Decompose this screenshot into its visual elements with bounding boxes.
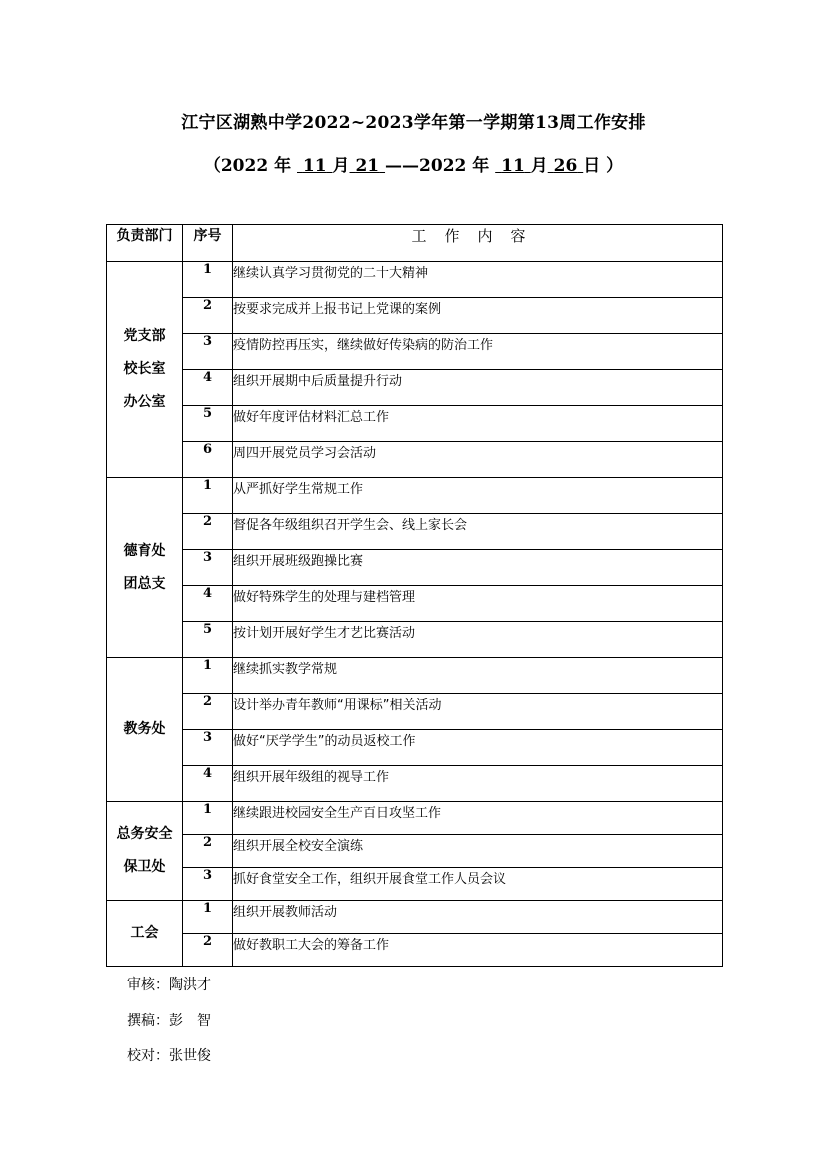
- department-name-line: 保卫处: [123, 859, 166, 875]
- header-content: 工作内容: [233, 225, 723, 262]
- task-description: 组织开展全校安全演练: [233, 835, 723, 868]
- table-row: [107, 835, 723, 868]
- task-description: 按要求完成并上报书记上党课的案例: [233, 298, 723, 334]
- item-number: 5: [183, 622, 233, 658]
- table-row: [107, 934, 723, 967]
- table-row: [107, 766, 723, 802]
- table-row: [107, 622, 723, 658]
- document-title: 江宁区湖熟中学2022~2023学年第一学期第13周工作安排: [181, 113, 646, 133]
- task-description: 抓好食堂安全工作，组织开展食堂工作人员会议: [233, 868, 723, 901]
- table-row: [107, 262, 723, 298]
- department-name-line: 教务处: [123, 721, 166, 737]
- department-name-line: 校长室: [123, 361, 166, 377]
- date-range-close: 日 ）: [583, 156, 624, 176]
- department-cell: [107, 802, 183, 901]
- item-number: 4: [183, 766, 233, 802]
- header-dept: 负责部门: [107, 225, 183, 262]
- department-name-line: 办公室: [123, 394, 166, 410]
- table-header-row: [107, 225, 723, 262]
- proofreader: 校对：张世俊: [127, 1048, 211, 1064]
- table-row: [107, 442, 723, 478]
- task-description: 按计划开展好学生才艺比赛活动: [233, 622, 723, 658]
- table-row: [107, 586, 723, 622]
- table-row: [107, 694, 723, 730]
- item-number: 5: [183, 406, 233, 442]
- table-row: [107, 658, 723, 694]
- item-number: 4: [183, 370, 233, 406]
- month-char-1: 月: [332, 156, 350, 176]
- item-number: 6: [183, 442, 233, 478]
- item-number: 2: [183, 694, 233, 730]
- table-row: [107, 514, 723, 550]
- task-description: 做好年度评估材料汇总工作: [233, 406, 723, 442]
- end-day: 26: [553, 156, 578, 176]
- task-description: 继续认真学习贯彻党的二十大精神: [233, 262, 723, 298]
- department-name-line: 党支部: [123, 328, 166, 344]
- task-description: 疫情防控再压实，继续做好传染病的防治工作: [233, 334, 723, 370]
- date-range: [0, 151, 827, 176]
- item-number: 3: [183, 868, 233, 901]
- table-body: [107, 262, 723, 967]
- month-char-2: 月: [530, 156, 548, 176]
- item-number: 2: [183, 835, 233, 868]
- table-row: [107, 370, 723, 406]
- drafter: 撰稿：彭 智: [127, 1013, 211, 1029]
- department-name-line: 总务安全: [116, 826, 173, 842]
- department-name-line: 团总支: [123, 575, 166, 592]
- task-description: 做好“厌学学生”的动员返校工作: [233, 730, 723, 766]
- header-num: 序号: [183, 225, 233, 262]
- item-number: 2: [183, 298, 233, 334]
- start-month: 11: [302, 156, 327, 176]
- start-day: 21: [355, 156, 380, 176]
- item-number: 2: [183, 934, 233, 967]
- item-number: 3: [183, 730, 233, 766]
- department-cell: [107, 658, 183, 802]
- task-description: 继续跟进校园安全生产百日攻坚工作: [233, 802, 723, 835]
- department-cell: [107, 478, 183, 658]
- table-row: [107, 802, 723, 835]
- task-description: 督促各年级组织召开学生会、线上家长会: [233, 514, 723, 550]
- task-description: 组织开展班级跑操比赛: [233, 550, 723, 586]
- task-description: 从严抓好学生常规工作: [233, 478, 723, 514]
- table-row: [107, 901, 723, 934]
- date-range-open: （2022 年: [203, 156, 292, 176]
- task-description: 组织开展期中后质量提升行动: [233, 370, 723, 406]
- table-row: [107, 406, 723, 442]
- table-row: [107, 868, 723, 901]
- item-number: 3: [183, 550, 233, 586]
- task-description: 做好特殊学生的处理与建档管理: [233, 586, 723, 622]
- table-row: [107, 334, 723, 370]
- item-number: 1: [183, 262, 233, 298]
- table-row: [107, 550, 723, 586]
- item-number: 1: [183, 802, 233, 835]
- task-description: 组织开展年级组的视导工作: [233, 766, 723, 802]
- department-name-line: 德育处: [123, 542, 166, 559]
- reviewer: 审核：陶洪才: [127, 977, 211, 993]
- item-number: 1: [183, 901, 233, 934]
- department-cell: [107, 901, 183, 967]
- task-description: 继续抓实教学常规: [233, 658, 723, 694]
- table-row: [107, 298, 723, 334]
- item-number: 2: [183, 514, 233, 550]
- task-description: 周四开展党员学习会活动: [233, 442, 723, 478]
- item-number: 1: [183, 658, 233, 694]
- table-row: [107, 478, 723, 514]
- date-range-dash: ——2022 年: [385, 156, 490, 176]
- item-number: 1: [183, 478, 233, 514]
- item-number: 3: [183, 334, 233, 370]
- task-description: 做好教职工大会的筹备工作: [233, 934, 723, 967]
- task-description: 设计举办青年教师“用课标”相关活动: [233, 694, 723, 730]
- table-row: [107, 730, 723, 766]
- end-month: 11: [501, 156, 525, 176]
- task-description: 组织开展教师活动: [233, 901, 723, 934]
- department-name-line: 工会: [130, 925, 159, 941]
- item-number: 4: [183, 586, 233, 622]
- department-cell: [107, 262, 183, 478]
- work-plan-table: [106, 224, 723, 967]
